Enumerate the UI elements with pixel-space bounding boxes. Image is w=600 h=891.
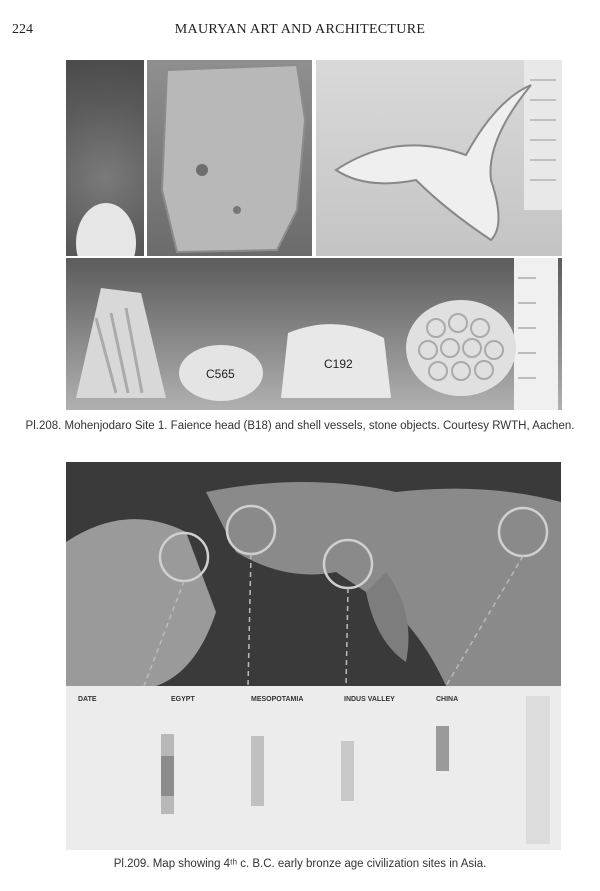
header-indus-valley: INDUS VALLEY — [344, 696, 395, 703]
object-label-c565: C565 — [206, 367, 235, 381]
stone-objects-photo — [66, 258, 562, 410]
header-date: DATE — [78, 696, 97, 703]
asia-map — [66, 462, 561, 686]
chronology-table — [66, 686, 561, 850]
faience-head-photo — [66, 60, 144, 256]
header-mesopotamia: MESOPOTAMIA — [251, 696, 304, 703]
plate-209-caption: Pl.209. Map showing 4ᵗʰ c. B.C. early bronze age civilization sites in Asia. — [113, 858, 487, 870]
plate-208-caption: Pl.208. Mohenjodaro Site 1. Faience head (B18) and shell vessels, stone objects. Courtesy RWTH, Aachen. — [25, 420, 575, 432]
running-title: MAURYAN ART AND ARCHITECTURE — [174, 22, 426, 37]
shell-vessel-photo — [147, 60, 312, 256]
shell-fragment-photo — [316, 60, 562, 256]
header-china: CHINA — [436, 696, 459, 703]
object-label-c192: C192 — [324, 357, 353, 371]
header-egypt: EGYPT — [171, 696, 195, 703]
page-number: 224 — [12, 22, 33, 37]
